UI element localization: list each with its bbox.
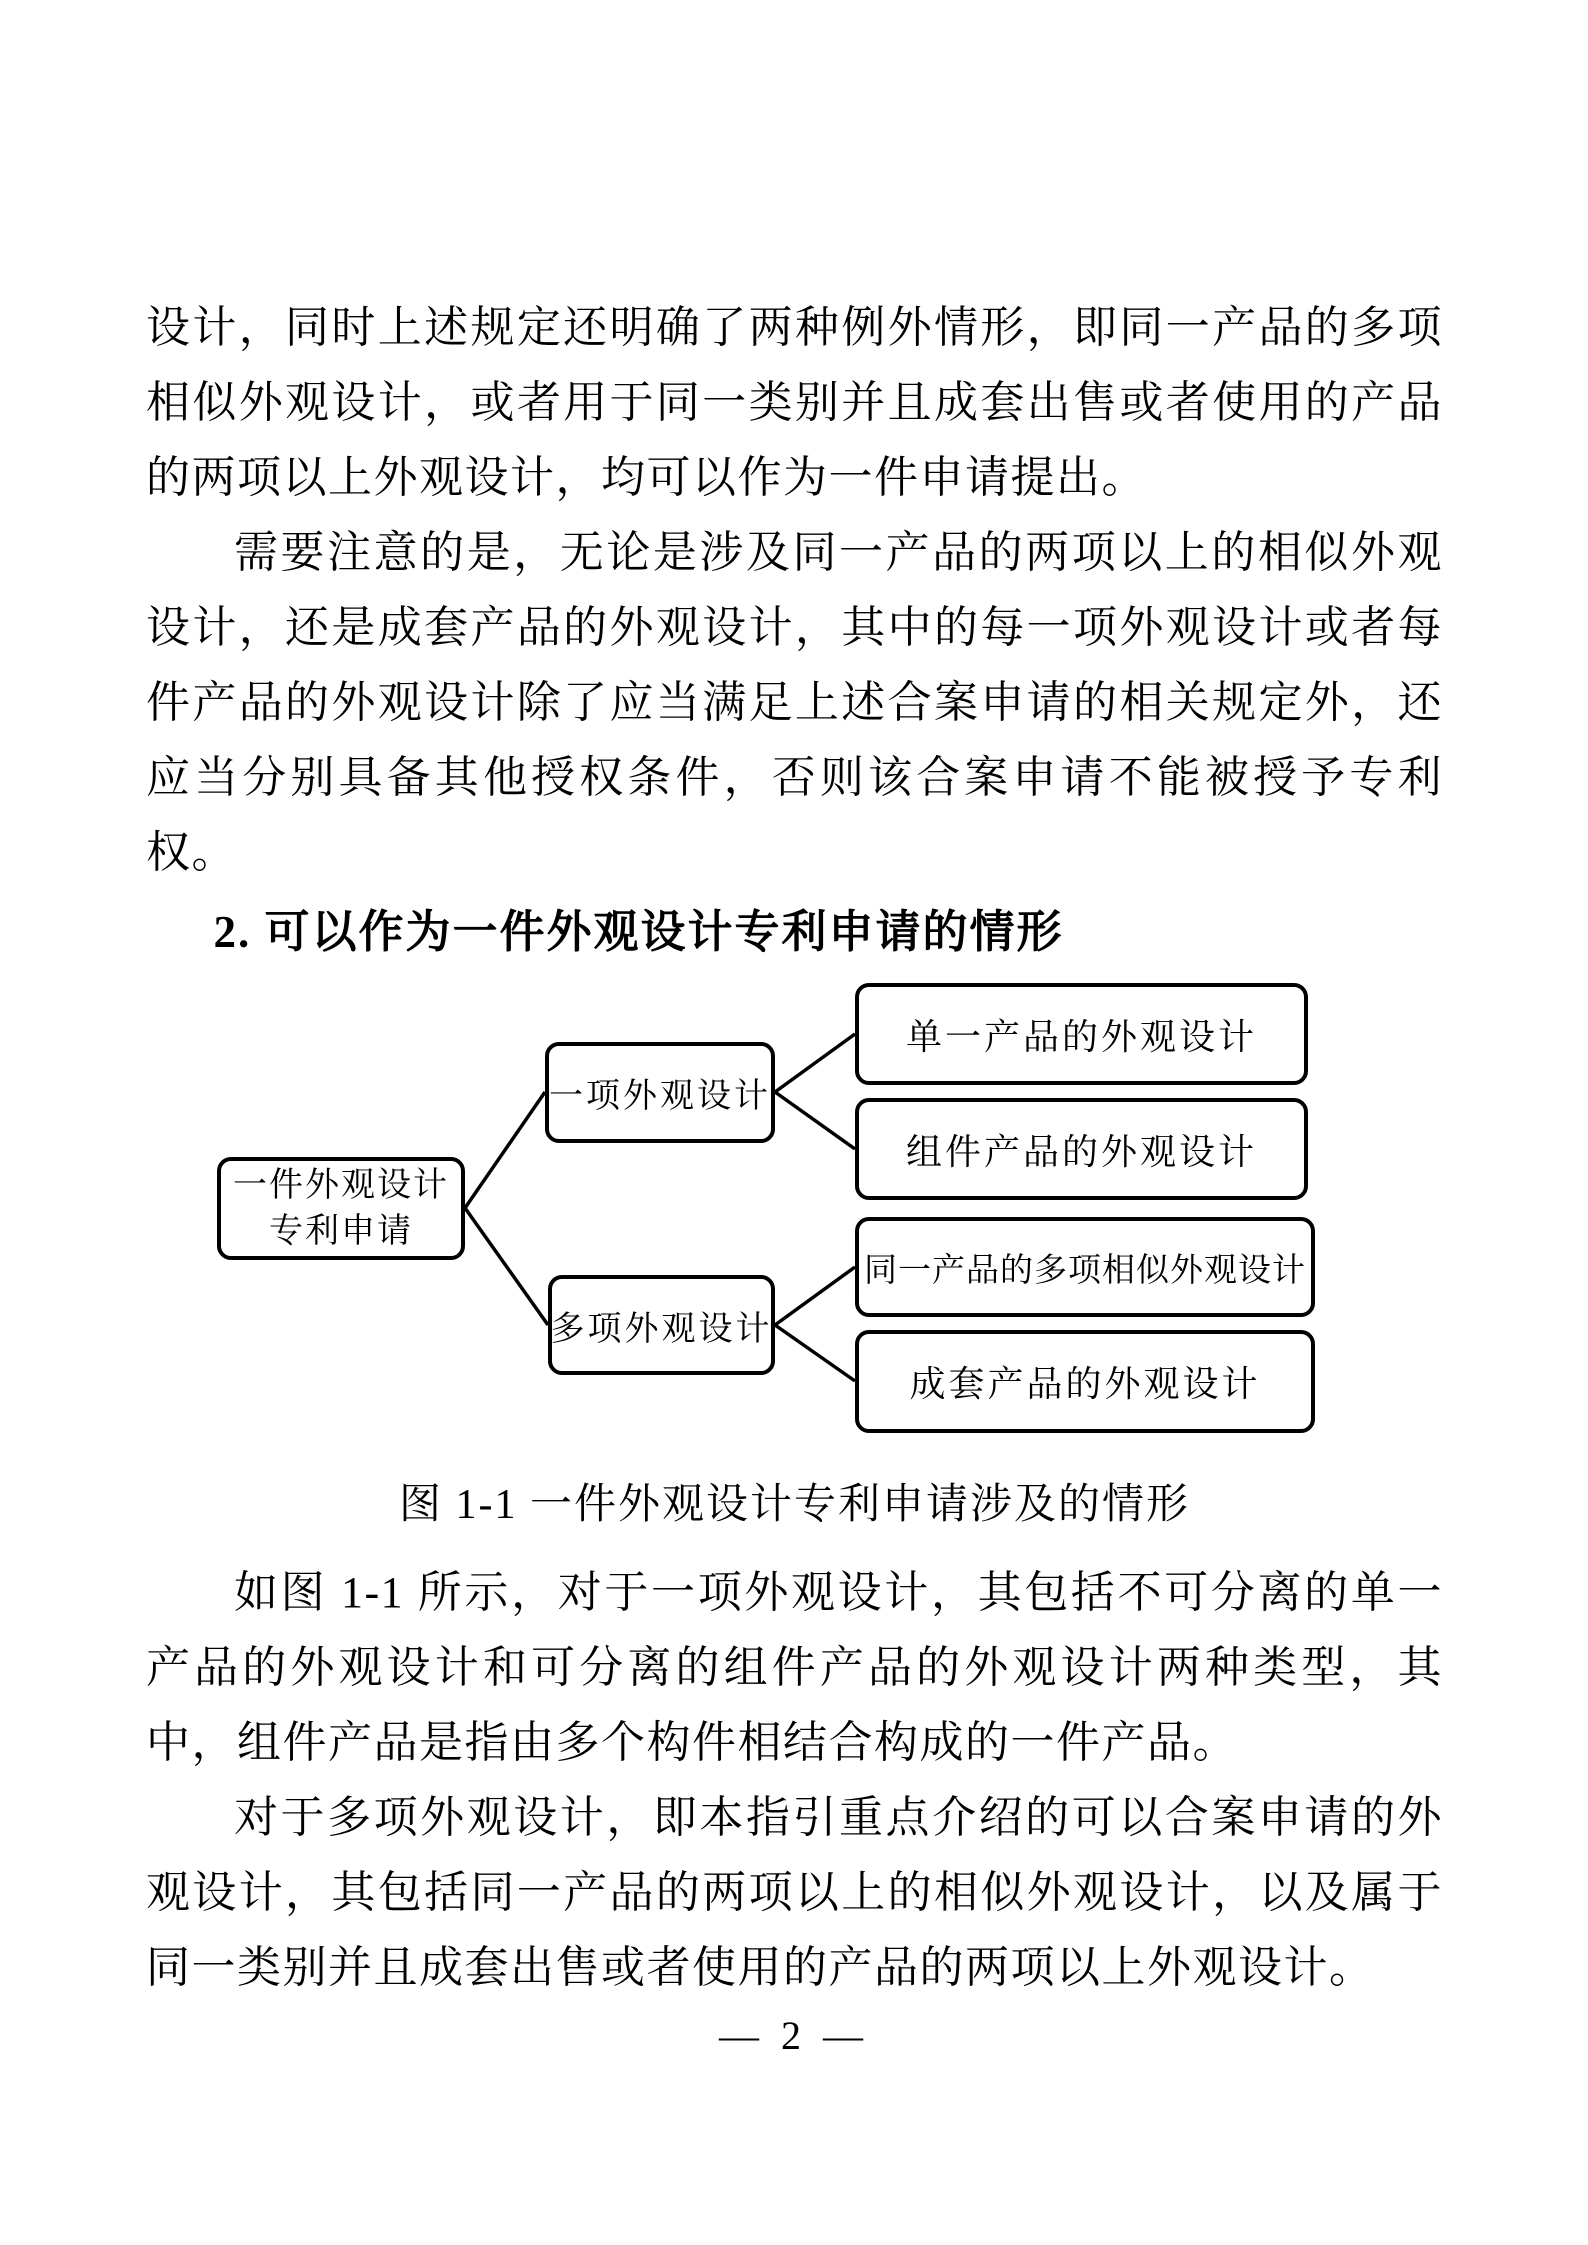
section-heading: 2. 可以作为一件外观设计专利申请的情形	[213, 907, 1064, 957]
diagram-node-root	[217, 1157, 465, 1260]
diagram-node-single-product: 单一产品的外观设计	[855, 983, 1308, 1085]
connector-branch1-leaf2	[775, 1092, 855, 1149]
diagram-node-component-product: 组件产品的外观设计	[855, 1098, 1308, 1200]
diagram-node-root-label-line2: 专利申请	[269, 1212, 413, 1250]
diagram-node-single-design: 一项外观设计	[545, 1042, 775, 1143]
paragraph-multiple-designs: 对于多项外观设计，即本指引重点介绍的可以合案申请的外观设计，其包括同一产品的两项以上的相似外观设计，以及属于同一类别并且成套出售或者使用的产品的两项以上外观设计。	[146, 1793, 1443, 1992]
diagram-node-root-label-line1: 一件外观设计	[233, 1166, 449, 1204]
connector-root-branch2	[465, 1208, 548, 1325]
figure-caption: 图 1-1 一件外观设计专利申请涉及的情形	[399, 1482, 1190, 1528]
connector-root-branch1	[465, 1092, 545, 1208]
page-number: — 2 —	[719, 2013, 869, 2058]
paragraph-note: 需要注意的是，无论是涉及同一产品的两项以上的相似外观设计，还是成套产品的外观设计，其中的每一项外观设计或者每件产品的外观设计除了应当满足上述合案申请的相关规定外，还应当分别具备其他授权条件，否则该合案申请不能被授予专利权。	[146, 528, 1443, 877]
figure-diagram	[146, 975, 1443, 1445]
connector-branch2-leaf3	[775, 1267, 855, 1325]
diagram-node-similar-designs: 同一产品的多项相似外观设计	[855, 1217, 1315, 1317]
page-content	[146, 290, 1443, 2005]
diagram-node-multiple-designs: 多项外观设计	[548, 1275, 775, 1375]
diagram-node-product-set: 成套产品的外观设计	[855, 1330, 1315, 1433]
paragraph-figure-explanation: 如图 1-1 所示，对于一项外观设计，其包括不可分离的单一产品的外观设计和可分离的组件产品的外观设计两种类型，其中，组件产品是指由多个构件相结合构成的一件产品。	[146, 1568, 1443, 1767]
paragraph-continued: 设计，同时上述规定还明确了两种例外情形，即同一产品的多项相似外观设计，或者用于同一类别并且成套出售或者使用的产品的两项以上外观设计，均可以作为一件申请提出。	[146, 303, 1443, 502]
connector-branch1-leaf1	[775, 1034, 855, 1092]
connector-branch2-leaf4	[775, 1325, 855, 1381]
